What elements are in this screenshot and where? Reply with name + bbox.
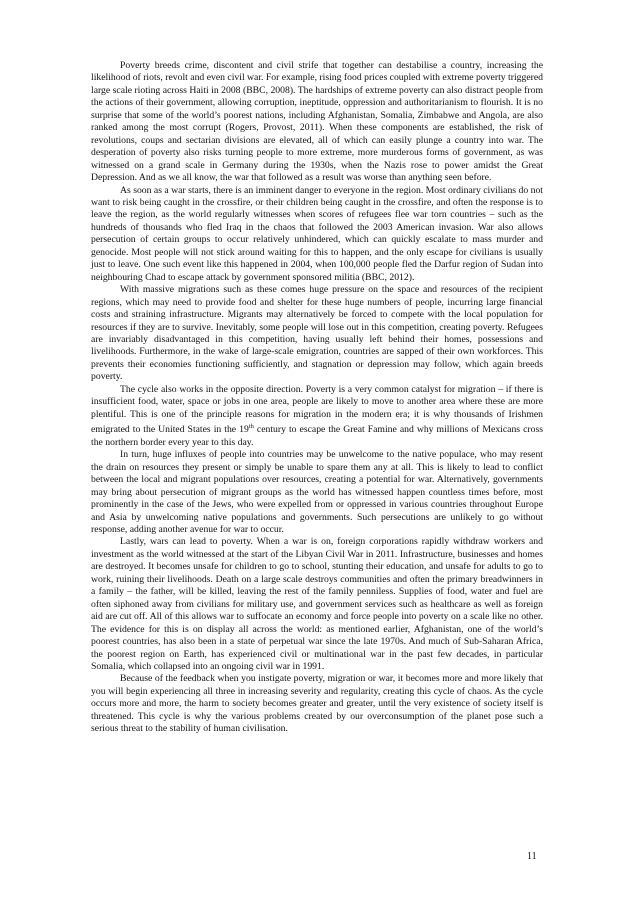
paragraph-4 (91, 384, 543, 450)
paragraph-2: As soon as a war starts, there is an imminent danger to everyone in the region. Most ordinary civilians do not want to risk being caught in the crossfire, or their children being caught in the crossfire, and often the response is to leave the region, as the world regularly witnesses when scores of refugees flee war torn countries – such as the hundreds of thousands who fled Iraq in the chaos that followed the 2003 American invasion. War also allows persecution of certain groups to occur relatively unhindered, which can quickly escalate to mass murder and genocide. Most people will not stick around waiting for this to happen, and the only escape for civilians is usually just to leave. One such event like this happened in 2004, when 100,000 people fled the Darfur region of Sudan into neighbouring Chad to escape attack by government sponsored militia (BBC, 2012). (91, 184, 543, 283)
paragraph-4-tail: century to escape the Great Famine and why millions of Mexicans cross the northern border every year to this day. (91, 424, 543, 448)
body-text (91, 60, 543, 736)
paragraph-7: Because of the feedback when you instigate poverty, migration or war, it becomes more and more likely that you will begin experiencing all three in increasing severity and regularity, creating this cycle of chaos. As the cycle occurs more and more, the harm to society becomes greater and greater, until the very existence of society itself is threatened. This cycle is why the various problems created by our overconsumption of the planet pose such a serious threat to the stability of human civilisation. (91, 673, 543, 735)
paragraph-4-text: The cycle also works in the opposite direction. Poverty is a very common catalyst for migration – if there is insufficient food, water, space or jobs in one area, people are likely to move to another area where these are more plentiful. This is one of the principle reasons for migration in the modern era; it is why thousands of Irishmen emigrated to the United States in the 19 (91, 383, 543, 436)
paragraph-3: With massive migrations such as these comes huge pressure on the space and resources of the recipient regions, which may need to provide food and shelter for these huge numbers of people, incurring large financial costs and straining infrastructure. Migrants may alternatively be forced to compete with the local population for resources if they are to survive. Inevitably, some people will lose out in this competition, creating poverty. Refugees are invariably disadvantaged in this competition, having usually left behind their homes, possessions and livelihoods. Furthermore, in the wake of large-scale emigration, countries are sapped of their own workforces. This prevents their economies functioning sufficiently, and stagnation or depression may follow, which again breeds poverty. (91, 284, 543, 383)
page-number: 11 (527, 851, 537, 862)
paragraph-5: In turn, huge influxes of people into countries may be unwelcome to the native populace, who may resent the drain on resources they present or simply be unable to spare them any at all. This is likely to lead to conflict between the local and migrant populations over resources, creating a potential for war. Alternatively, governments may bring about persecution of migrant groups as the world has witnessed happen countless times before, most prominently in the case of the Jews, who were expelled from or oppressed in various countries throughout Europe and Asia by unwelcoming native populations and governments. Such persecutions are unlikely to go without response, adding another avenue for war to occur. (91, 449, 543, 535)
ordinal-superscript: th (248, 423, 254, 431)
paragraph-1: Poverty breeds crime, discontent and civil strife that together can destabilise a country, increasing the likelihood of riots, revolt and even civil war. For example, rising food prices coupled with extreme poverty triggered large scale rioting across Haiti in 2008 (BBC, 2008). The hardships of extreme poverty can also distract people from the actions of their government, allowing corruption, ineptitude, oppression and authoritarianism to flourish. It is no surprise that some of the world’s poorest nations, including Afghanistan, Somalia, Zimbabwe and Angola, are also ranked among the most corrupt (Rogers, Provost, 2011). When these components are established, the risk of revolutions, coups and sectarian divisions are elevated, all of which can easily plunge a country into war. The desperation of poverty also risks turning people to more extreme, more murderous forms of government, as was witnessed on a grand scale in Germany during the 1930s, when the Nazis rose to power amidst the Great Depression. And as we all know, the war that followed as a result was worse than anything seen before. (91, 60, 543, 184)
paragraph-6: Lastly, wars can lead to poverty. When a war is on, foreign corporations rapidly withdraw workers and investment as the world witnessed at the start of the Libyan Civil War in 2011. Infrastructure, businesses and homes are destroyed. It becomes unsafe for children to go to school, stunting their education, and unsafe for adults to go to work, ruining their livelihoods. Death on a large scale destroys communities and often the primary breadwinners in a family – the father, will be killed, leaving the rest of the family penniless. Supplies of food, water and fuel are often siphoned away from civilians for military use, and government services such as healthcare as well as foreign aid are cut off. All of this allows war to suffocate an economy and force people into poverty on a scale like no other. The evidence for this is on display all across the world: as mentioned earlier, Afghanistan, one of the world’s poorest countries, has also been in a state of perpetual war since the late 1970s. And much of Sub-Saharan Africa, the poorest region on Earth, has experienced civil or multinational war in the past few decades, in particular Somalia, which collapsed into an ongoing civil war in 1991. (91, 536, 543, 672)
